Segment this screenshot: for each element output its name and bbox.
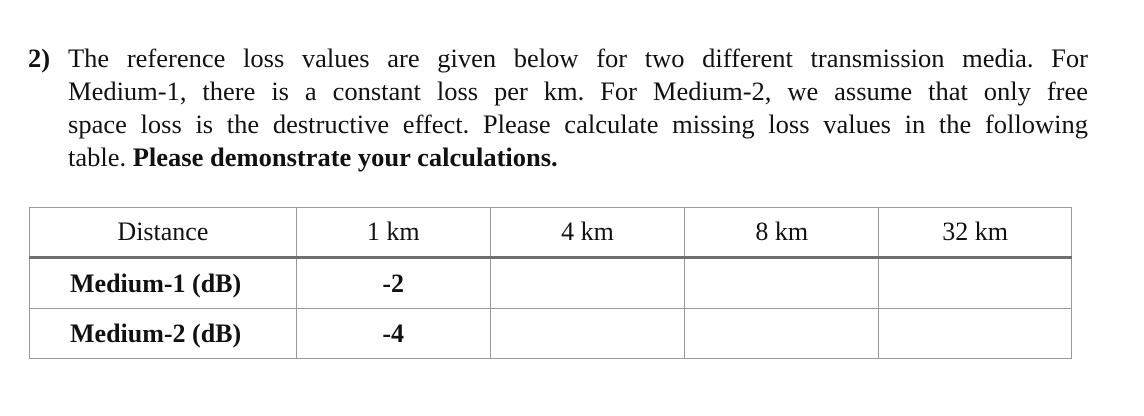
cell-medium-1-8km[interactable] xyxy=(685,258,879,309)
header-4km: 4 km xyxy=(490,208,685,258)
table-header-row xyxy=(30,208,1072,258)
question-instruction: Please demonstrate your calculations. xyxy=(132,142,558,172)
table-row-medium-1 xyxy=(30,258,1072,309)
question-line-4-plain: table. xyxy=(68,142,133,172)
question-line-4 xyxy=(68,141,1088,174)
table-row-medium-2 xyxy=(30,309,1072,359)
cell-medium-1-1km: -2 xyxy=(296,258,490,309)
header-distance: Distance xyxy=(30,208,297,258)
cell-medium-2-4km[interactable] xyxy=(490,309,685,359)
question-row xyxy=(28,42,1088,174)
cell-medium-2-32km[interactable] xyxy=(879,309,1072,359)
question-line-3: space loss is the destructive effect. Please calculate missing loss values in the following xyxy=(68,109,1088,139)
cell-medium-1-4km[interactable] xyxy=(490,258,685,309)
row-label-medium-2: Medium-2 (dB) xyxy=(30,309,297,359)
question-line-2: Medium-1, there is a constant loss per km. For Medium-2, we assume that only free xyxy=(68,76,1088,106)
header-1km: 1 km xyxy=(296,208,490,258)
header-8km: 8 km xyxy=(685,208,879,258)
cell-medium-1-32km[interactable] xyxy=(879,258,1072,309)
cell-medium-2-8km[interactable] xyxy=(685,309,879,359)
loss-table xyxy=(29,207,1072,359)
question-text xyxy=(68,42,1088,174)
question-line-1: The reference loss values are given below for two different transmission media. For xyxy=(68,43,1088,73)
question-number: 2) xyxy=(28,43,51,73)
question-block xyxy=(28,42,1088,174)
cell-medium-2-1km: -4 xyxy=(296,309,490,359)
header-32km: 32 km xyxy=(879,208,1072,258)
row-label-medium-1: Medium-1 (dB) xyxy=(30,258,297,309)
